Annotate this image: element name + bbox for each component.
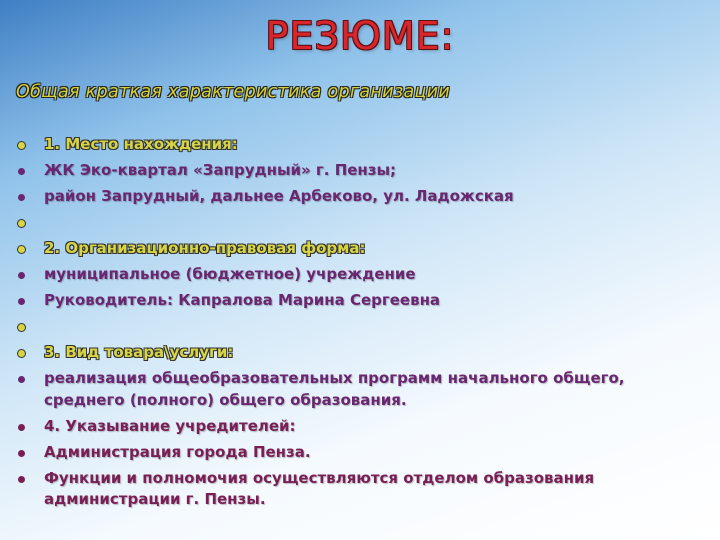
bullet-icon: [18, 324, 25, 331]
list-item-text: 2. Организационно-правовая форма:: [44, 239, 366, 257]
bullet-icon: [18, 476, 25, 483]
bullet-icon: [18, 142, 25, 149]
list-item: [18, 212, 708, 234]
list-item-text: Руководитель: Капралова Марина Сергеевна: [44, 291, 441, 309]
bullet-list: [18, 134, 708, 515]
bullet-icon: [18, 450, 25, 457]
bullet-icon: [18, 168, 25, 175]
bullet-icon: [18, 298, 25, 305]
list-item: [18, 368, 708, 411]
list-item-text: Функции и полномочия осуществляются отделом образования администрации г. Пензы.: [44, 468, 595, 508]
bullet-icon: [18, 194, 25, 201]
list-item-text: реализация общеобразовательных программ начального общего, среднего (полного) общего образования.: [44, 369, 625, 409]
list-item: [18, 290, 708, 312]
bullet-icon: [18, 272, 25, 279]
list-item: [18, 264, 708, 286]
list-item-text: муниципальное (бюджетное) учреждение: [44, 265, 416, 283]
list-item-text: Администрация города Пенза.: [44, 442, 311, 461]
list-item: [18, 134, 708, 156]
bullet-icon: [18, 350, 25, 357]
list-item: [18, 342, 708, 364]
bullet-icon: [18, 424, 25, 431]
list-item: [18, 160, 708, 182]
list-item-text: 1. Место нахождения:: [44, 135, 238, 153]
list-item: [18, 186, 708, 208]
bullet-icon: [18, 220, 25, 227]
list-item: [18, 316, 708, 338]
list-item: [18, 238, 708, 260]
bullet-icon: [18, 246, 25, 253]
list-item: [18, 468, 708, 511]
bullet-icon: [18, 376, 25, 383]
list-item-text: 3. Вид товара\услуги:: [44, 343, 234, 361]
list-item: [18, 416, 708, 438]
list-item-text: 4. Указывание учредителей:: [44, 416, 296, 435]
list-item-text: район Запрудный, дальнее Арбеково, ул. Ладожская: [44, 187, 514, 205]
list-item: [18, 442, 708, 464]
list-item-text: ЖК Эко-квартал «Запрудный» г. Пензы;: [44, 161, 397, 179]
slide-subtitle: Общая краткая характеристика организации: [16, 82, 451, 102]
slide-title: РЕЗЮМЕ:: [265, 14, 455, 58]
